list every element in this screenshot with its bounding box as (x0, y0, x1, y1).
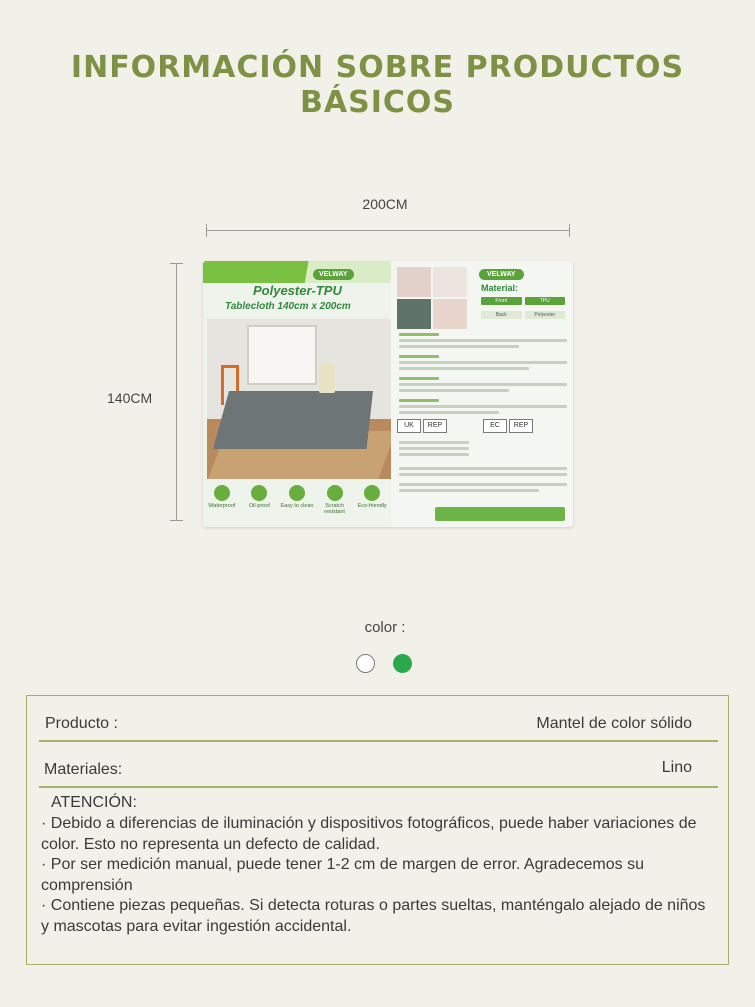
width-dimension-label: 200CM (362, 196, 408, 212)
materials-value: Lino (661, 759, 692, 776)
cert-ec-rep-box: REP (509, 419, 533, 433)
cert-ec-box: EC (483, 419, 507, 433)
color-swatch-white[interactable] (356, 654, 375, 673)
page-title: INFORMACIÓN SOBRE PRODUCTOS BÁSICOS (70, 50, 685, 120)
scratch-resistant-icon: Scratch resistant (318, 483, 352, 527)
package-header-stripe (203, 261, 391, 283)
package-swatches (397, 267, 467, 329)
product-info-box (26, 695, 729, 965)
width-dimension-line (206, 230, 570, 231)
waterproof-icon: Waterproof (205, 483, 239, 527)
height-dimension-label: 140CM (107, 390, 153, 406)
attention-heading: ATENCIÓN: (51, 794, 137, 811)
tablecloth-graphic (213, 391, 373, 449)
note-item: · Por ser medición manual, puede tener 1-2 cm de margen de error. Agradecemos su comprensión (41, 856, 644, 894)
product-value: Mantel de color sólido (536, 715, 692, 732)
package-info-panel (393, 261, 573, 527)
materials-label: Materiales: (44, 761, 123, 778)
attention-notes (41, 814, 717, 937)
package-footer-bar (435, 507, 565, 521)
package-brand-logo-2: VELWAY (479, 269, 524, 280)
note-item: · Debido a diferencias de iluminación y dispositivos fotográficos, puede haber variaciones de color. Esto no representa un defecto de calidad. (41, 815, 697, 853)
divider (39, 740, 718, 742)
package-brand-logo: VELWAY (313, 269, 354, 280)
package-material-heading: Material: (481, 283, 519, 293)
package-feature-icons (203, 483, 391, 527)
package-front-panel (203, 261, 391, 527)
material-row-front: Front TPU (481, 297, 565, 305)
height-dimension-line (176, 263, 177, 521)
cert-uk-rep-box: REP (423, 419, 447, 433)
package-table-photo (207, 319, 391, 479)
material-row-back: Back Polyester (481, 311, 565, 319)
easy-clean-icon: Easy to clean (280, 483, 314, 527)
divider (39, 786, 718, 788)
color-label: color : (364, 619, 406, 636)
package-size-text: Tablecloth 140cm x 200cm (225, 301, 351, 312)
cert-uk-box: UK (397, 419, 421, 433)
oil-proof-icon: Oil-proof (242, 483, 276, 527)
color-swatch-green[interactable] (393, 654, 412, 673)
note-item: · Contiene piezas pequeñas. Si detecta roturas o partes sueltas, manténgalo alejado de niños y mascotas para evitar ingestión accidental. (41, 897, 706, 935)
product-package-image (203, 261, 573, 527)
eco-friendly-icon: Eco-friendly (355, 483, 389, 527)
window-graphic (247, 325, 317, 385)
vase-graphic (319, 363, 335, 393)
product-label: Producto : (45, 715, 118, 732)
package-product-name: Polyester-TPU (253, 283, 342, 298)
